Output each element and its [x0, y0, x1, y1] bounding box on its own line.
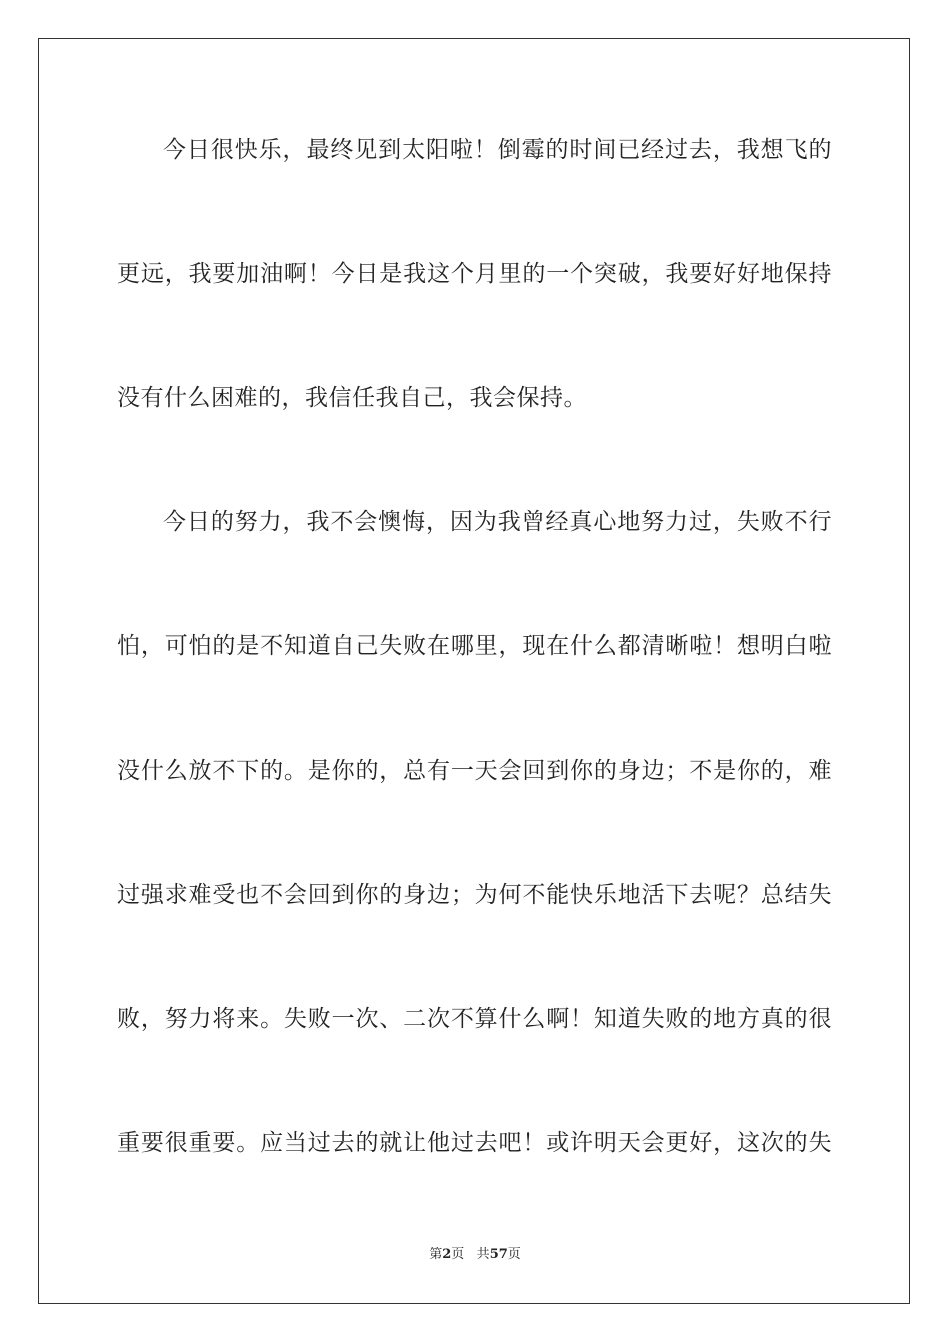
page-border — [38, 38, 910, 1304]
page-label-suffix: 页 — [451, 1247, 465, 1262]
total-label-prefix: 共 — [476, 1247, 490, 1262]
paragraph-2-line-2: 怕，可怕的是不知道自己失败在哪里，现在什么都清晰啦！想明白啦 — [117, 633, 832, 659]
page-number: 2 — [442, 1247, 452, 1262]
paragraph-2-line-5: 败，努力将来。失败一次、二次不算什么啊！知道失败的地方真的很 — [117, 1006, 832, 1032]
paragraph-1-line-2: 更远，我要加油啊！今日是我这个月里的一个突破，我要好好地保持 — [117, 261, 832, 287]
paragraph-2-line-4: 过强求难受也不会回到你的身边；为何不能快乐地活下去呢？总结失 — [117, 882, 832, 908]
page-label-prefix: 第 — [429, 1247, 443, 1262]
paragraph-1-line-3: 没有什么困难的，我信任我自己，我会保持。 — [117, 385, 587, 411]
paragraph-2-line-6: 重要很重要。应当过去的就让他过去吧！或许明天会更好，这次的失 — [117, 1130, 832, 1156]
page-footer — [0, 1246, 950, 1264]
paragraph-2-line-3: 没什么放不下的。是你的，总有一天会回到你的身边；不是你的，难 — [117, 758, 832, 784]
paragraph-2-line-1: 今日的努力，我不会懊悔，因为我曾经真心地努力过，失败不行 — [163, 509, 832, 535]
paragraph-1-line-1: 今日很快乐，最终见到太阳啦！倒霉的时间已经过去，我想飞的 — [163, 137, 832, 163]
total-label-suffix: 页 — [507, 1247, 521, 1262]
total-pages: 57 — [489, 1247, 508, 1262]
